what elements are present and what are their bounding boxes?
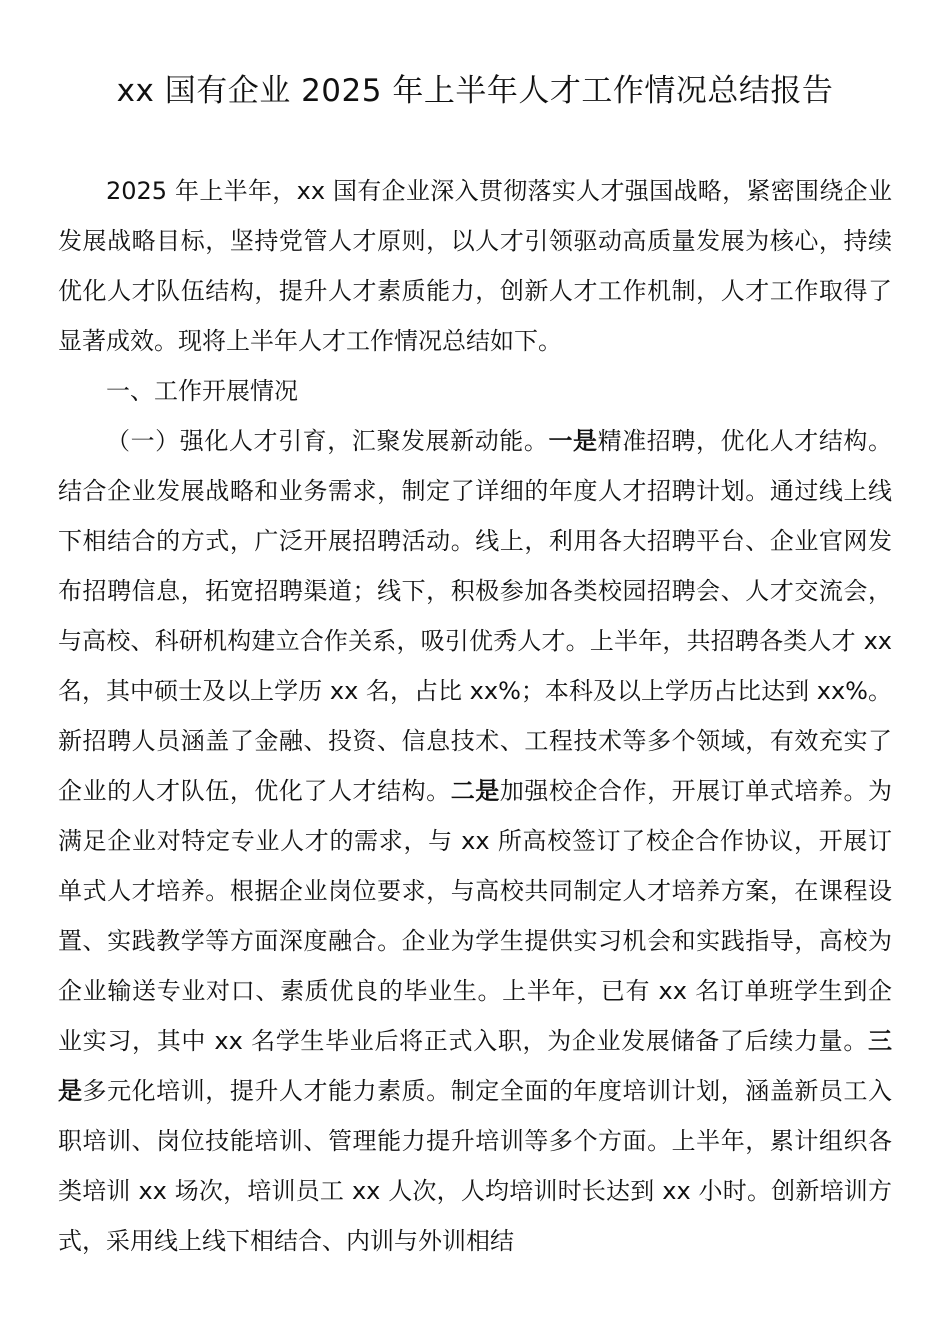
intro-paragraph: 2025 年上半年，xx 国有企业深入贯彻落实人才强国战略，紧密围绕企业发展战略目标，坚持党管人才原则，以人才引领驱动高质量发展为核心，持续优化人才队伍结构，提升人才素质能力，创新人才工作机制，人才工作取得了显著成效。现将上半年人才工作情况总结如下。: [58, 177, 892, 355]
point-three-text: 多元化培训，提升人才能力素质。制定全面的年度培训计划，涵盖新员工入职培训、岗位技能培训、管理能力提升培训等多个方面。上半年，累计组织各类培训 xx 场次，培训员工 xx 人次，人均培训时长达到 xx 小时。创新培训方式，采用线上线下相结合、内训与外训相结: [58, 1077, 892, 1255]
subsection-heading: （一）强化人才引育，汇聚发展新动能。: [106, 427, 549, 455]
document-title: xx 国有企业 2025 年上半年人才工作情况总结报告: [116, 73, 834, 109]
keyword-second: 二是: [450, 777, 500, 805]
keyword-first: 一是: [548, 427, 598, 455]
point-one-text: 精准招聘，优化人才结构。结合企业发展战略和业务需求，制定了详细的年度人才招聘计划。通过线上线下相结合的方式，广泛开展招聘活动。线上，利用各大招聘平台、企业官网发布招聘信息，拓宽招聘渠道；线下，积极参加各类校园招聘会、人才交流会，与高校、科研机构建立合作关系，吸引优秀人才。上半年，共招聘各类人才 xx 名，其中硕士及以上学历 xx 名，占比 xx%；本科及以上学历占比达到 xx%。新招聘人员涵盖了金融、投资、信息技术、工程技术等多个领域，有效充实了企业的人才队伍，优化了人才结构。: [58, 427, 893, 805]
keyword-third: 三是: [58, 1027, 892, 1105]
section-heading-work-progress: 一、工作开展情况: [106, 377, 298, 405]
point-two-text: 加强校企合作，开展订单式培养。为满足企业对特定专业人才的需求，与 xx 所高校签订了校企合作协议，开展订单式人才培养。根据企业岗位要求，与高校共同制定人才培养方案，在课程设置、实践教学等方面深度融合。企业为学生提供实习机会和实践指导，高校为企业输送专业对口、素质优良的毕业生。上半年，已有 xx 名订单班学生到企业实习，其中 xx 名学生毕业后将正式入职，为企业发展储备了后续力量。: [58, 777, 893, 1055]
document-body: [58, 166, 892, 1266]
subsection-paragraph-talent-recruitment: [58, 416, 892, 1266]
